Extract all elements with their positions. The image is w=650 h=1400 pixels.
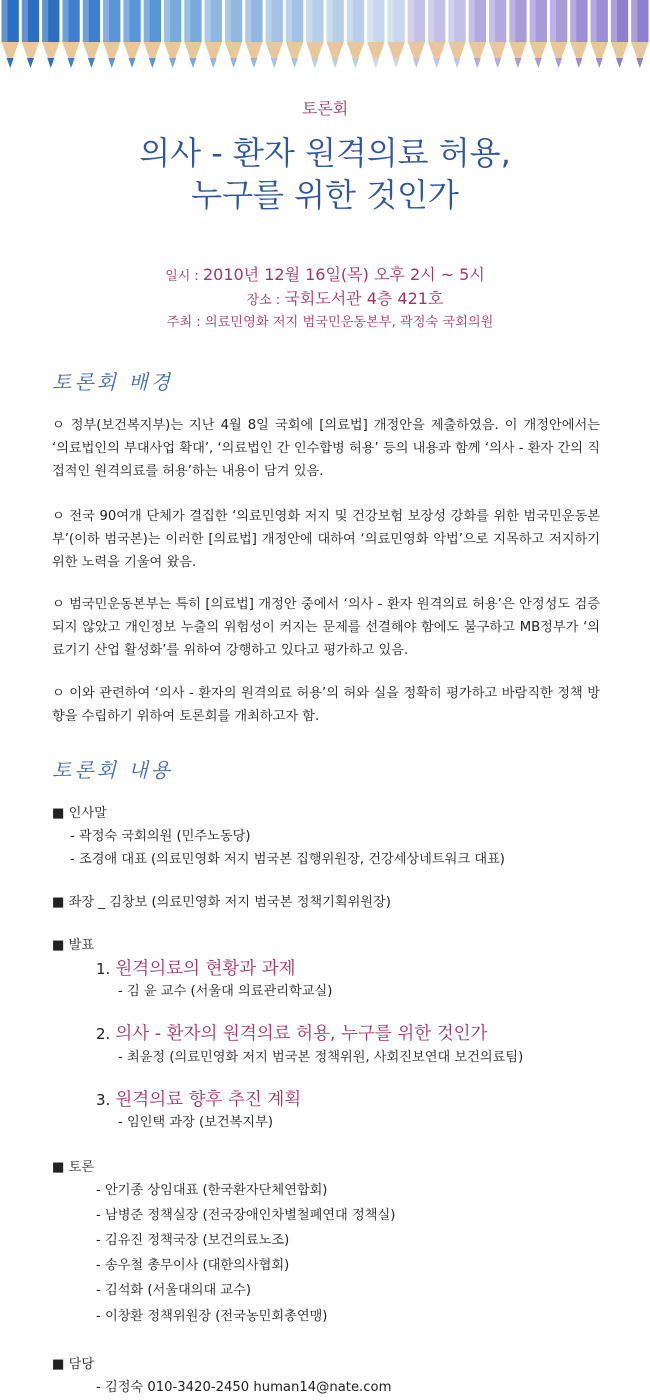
discussion-item: - 김석화 (서울대의대 교수)	[96, 1283, 252, 1298]
pencil	[489, 0, 506, 68]
pencil	[42, 0, 59, 68]
pencil	[591, 0, 608, 68]
pencil	[266, 0, 283, 68]
date-label: 일시 :	[165, 269, 203, 284]
presentation-number: 3.	[96, 1091, 111, 1109]
pencil	[469, 0, 486, 68]
pencil	[327, 0, 344, 68]
greeting-item: - 곽정숙 국회의원 (민주노동당)	[70, 829, 251, 844]
presentation-item	[96, 955, 296, 980]
contact-value: - 김정숙 010-3420-2450 human14@nate.com	[96, 1380, 392, 1395]
pencil	[144, 0, 161, 68]
presentation-speaker: - 임인택 과장 (보건복지부)	[118, 1115, 274, 1130]
place-value: 국회도서관 4층 421호	[284, 289, 444, 308]
page-title-line-1: 의사 - 환자 원격의료 허용,	[139, 134, 511, 172]
greeting-label: ■ 인사말	[52, 806, 107, 821]
date-value: 2010년 12월 16일(목) 오후 2시 ~ 5시	[202, 265, 485, 284]
host-value: 의료민영화 저지 범국민운동본부, 곽정숙 국회의원	[204, 315, 494, 330]
presentation-title: 원격의료 향후 추진 계획	[115, 1090, 302, 1110]
presentation-speaker: - 최윤정 (의료민영화 저지 범국본 정책위원, 사회진보연대 보건의료팀)	[118, 1050, 524, 1065]
background-paragraph: ㅇ 이와 관련하여 ‘의사 - 환자의 원격의료 허용’의 허와 실을 정확히 평가하고 바람직한 정책 방향을 수립하기 위하여 토론회를 개최하고자 함.	[52, 686, 600, 724]
discussion-label: ■ 토론	[52, 1160, 95, 1175]
pencil	[62, 0, 79, 68]
pencil	[245, 0, 262, 68]
pencil	[103, 0, 120, 68]
background-paragraph: ㅇ 범국민운동본부는 특히 [의료법] 개정안 중에서 ‘의사 - 환자 원격의료 허용’은 안정성도 검증되지 않았고 개인정보 누출의 위험성이 커지는 문제를 선결해야 함에도 불구하고 MB정부가 ‘의료기기 산업 활성화’를 위하여 강행하고 있다고 평가하고 있음.	[52, 597, 600, 658]
pencil	[123, 0, 140, 68]
background-paragraph: ㅇ 전국 90여개 단체가 결집한 ‘의료민영화 저지 및 건강보험 보장성 강화를 위한 범국민운동본부’(이하 범국본)는 이러한 [의료법] 개정안에 대하여 ‘의료민영화 악법’으로 지목하고 저지하기 위한 노력을 기울여 왔음.	[52, 509, 600, 570]
pencil	[387, 0, 404, 68]
pencil	[164, 0, 181, 68]
pencil	[408, 0, 425, 68]
host-label: 주최 :	[166, 315, 205, 330]
pencil	[509, 0, 526, 68]
discussion-item: - 이창환 정책위원장 (전국농민회총연맹)	[96, 1309, 328, 1324]
pencil	[367, 0, 384, 68]
presentations-label: ■ 발표	[52, 938, 95, 953]
pencil	[631, 0, 648, 68]
discussion-item: - 김유진 정책국장 (보건의료노조)	[96, 1233, 290, 1248]
contact-label: ■ 담당	[52, 1357, 95, 1372]
pencil	[448, 0, 465, 68]
pencil	[347, 0, 364, 68]
pencil	[2, 0, 19, 68]
greeting-item: - 조경애 대표 (의료민영화 저지 범국본 집행위원장, 건강세상네트워크 대표)	[70, 852, 505, 867]
pencil	[184, 0, 201, 68]
pencil	[530, 0, 547, 68]
program-heading: 토론회 내용	[52, 758, 173, 782]
background-paragraph: ㅇ 정부(보건복지부)는 지난 4월 8일 국회에 [의료법] 개정안을 제출하였음. 이 개정안에서는 ‘의료법인의 부대사업 확대’, ‘의료법인 간 인수합병 허용’ 등의 내용과 함께 ‘의사 - 환자 간의 직접적인 원격의료를 허용’하는 내용이 담겨 있음.	[52, 418, 600, 479]
pencil	[428, 0, 445, 68]
pencil	[611, 0, 628, 68]
background-heading: 토론회 배경	[52, 370, 173, 394]
pencil	[205, 0, 222, 68]
presentation-number: 1.	[96, 960, 111, 978]
pencil	[286, 0, 303, 68]
pencil	[22, 0, 39, 68]
discussion-item: - 남병준 정책실장 (전국장애인차별철폐연대 정책실)	[96, 1208, 396, 1223]
event-type-label: 토론회	[301, 99, 349, 118]
pencil	[306, 0, 323, 68]
presentation-title: 원격의료의 현황과 과제	[115, 959, 296, 979]
pencil	[570, 0, 587, 68]
discussion-item: - 안기종 상임대표 (한국환자단체연합회)	[96, 1183, 328, 1198]
presentation-title: 의사 - 환자의 원격의료 허용, 누구를 위한 것인가	[115, 1024, 488, 1044]
pencil	[550, 0, 567, 68]
pencil	[83, 0, 100, 68]
discussion-item: - 송우철 총무이사 (대한의사협회)	[96, 1258, 290, 1273]
colored-pencils-banner	[0, 0, 650, 80]
page-title-line-2: 누구를 위한 것인가	[191, 176, 459, 214]
chair-line: ■ 좌장 _ 김창보 (의료민영화 저지 범국본 정책기획위원장)	[52, 895, 391, 910]
presentation-item	[96, 1086, 301, 1111]
place-label: 장소 :	[246, 293, 285, 308]
event-host	[0, 311, 650, 330]
presentation-number: 2.	[96, 1025, 111, 1043]
presentation-item	[96, 1020, 487, 1045]
pencil	[225, 0, 242, 68]
event-date	[0, 262, 650, 285]
event-place	[0, 286, 650, 309]
presentation-speaker: - 김 윤 교수 (서울대 의료관리학교실)	[118, 984, 333, 999]
